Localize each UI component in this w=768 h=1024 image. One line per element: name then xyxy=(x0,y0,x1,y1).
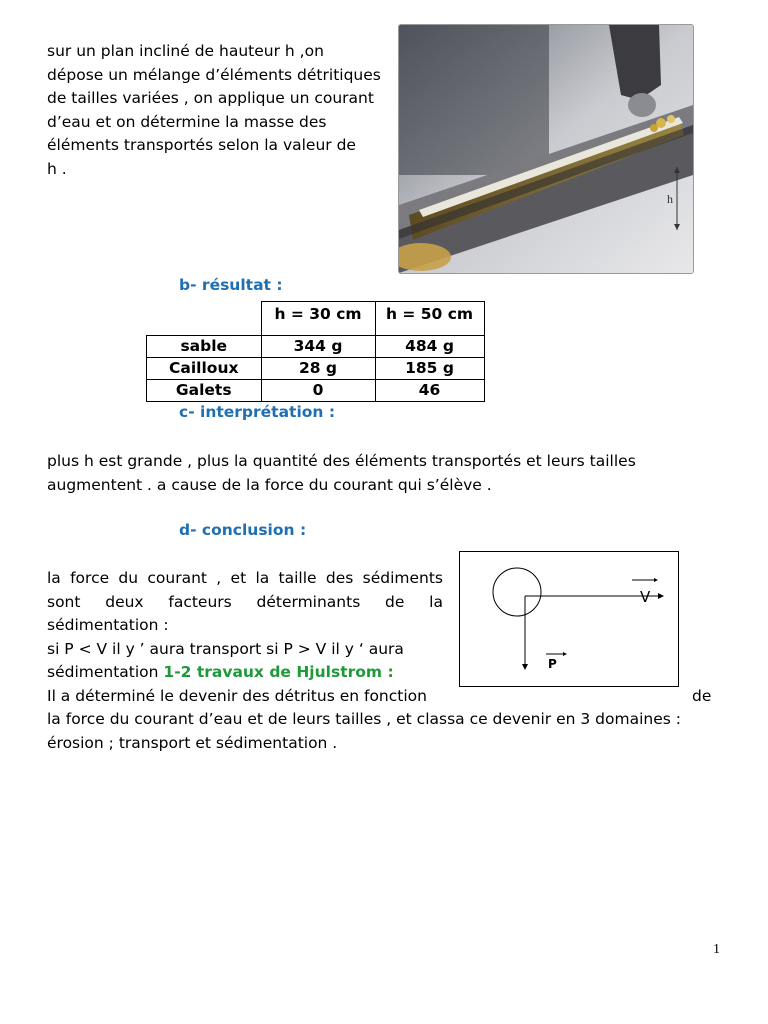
photo-h-label: h xyxy=(667,192,673,206)
inclined-plane-illustration xyxy=(399,25,693,273)
table-cell: 0 xyxy=(261,380,375,402)
intro-line: de tailles variées , on applique un courant xyxy=(47,89,374,107)
conclusion-line: la force du courant , et la taille des sédiments xyxy=(47,569,443,587)
result-heading: b- résultat : xyxy=(179,276,283,294)
column-header: h = 50 cm xyxy=(375,302,484,336)
column-header: h = 30 cm xyxy=(261,302,375,336)
force-diagram-svg xyxy=(460,552,678,686)
experiment-photo xyxy=(398,24,694,274)
conclusion-line: sédimentation : xyxy=(47,616,169,634)
row-label: Cailloux xyxy=(147,358,262,380)
v-arrow-icon xyxy=(658,593,664,599)
p-arrow-icon xyxy=(522,664,528,670)
interpretation-line: plus h est grande , plus la quantité des éléments transportés et leurs tailles xyxy=(47,452,636,470)
intro-line: éléments transportés selon la valeur de xyxy=(47,136,356,154)
particle-circle xyxy=(493,568,541,616)
conclusion-heading: d- conclusion : xyxy=(179,521,307,539)
intro-line: sur un plan incliné de hauteur h ,on xyxy=(47,42,324,60)
hjulstrom-line: érosion ; transport et sédimentation . xyxy=(47,733,338,752)
page-number: 1 xyxy=(713,942,720,957)
intro-paragraph xyxy=(47,40,397,181)
table-row xyxy=(147,380,485,402)
results-table xyxy=(146,301,485,402)
hjulstrom-paragraph xyxy=(47,708,717,755)
hjulstrom-line1-left: Il a déterminé le devenir des détritus en fonction xyxy=(47,687,427,705)
intro-line: d’eau et on détermine la masse des xyxy=(47,112,327,131)
table-cell: 484 g xyxy=(375,336,484,358)
conclusion-line: sédimentation xyxy=(47,663,164,681)
v-label: V xyxy=(640,588,651,606)
table-cell: 344 g xyxy=(261,336,375,358)
row-label: Galets xyxy=(147,380,262,402)
table-cell: 46 xyxy=(375,380,484,402)
table-cell: 28 g xyxy=(261,358,375,380)
conclusion-line-with-heading xyxy=(47,661,443,685)
hjulstrom-line: la force du courant d’eau et de leurs tailles , et classa ce devenir en 3 domaines : xyxy=(47,710,681,728)
intro-line: h . xyxy=(47,159,67,178)
table-row xyxy=(147,358,485,380)
interpretation-line: augmentent . a cause de la force du courant qui s’élève . xyxy=(47,475,492,494)
conclusion-paragraph xyxy=(47,567,443,685)
hjulstrom-line1-right: de xyxy=(692,687,712,705)
conclusion-line: sont deux facteurs déterminants de la xyxy=(47,592,443,611)
intro-line: dépose un mélange d’éléments détritiques xyxy=(47,65,381,84)
p-label: P xyxy=(548,657,557,671)
interpretation-heading: c- interprétation : xyxy=(179,403,336,421)
hjulstrom-heading: 1-2 travaux de Hjulstrom : xyxy=(163,663,394,681)
force-diagram xyxy=(459,551,679,687)
row-label: sable xyxy=(147,336,262,358)
table-cell: 185 g xyxy=(375,358,484,380)
conclusion-line: si P < V il y ’ aura transport si P > V il y ‘ aura xyxy=(47,639,404,658)
interpretation-paragraph xyxy=(47,450,717,497)
table-row xyxy=(147,336,485,358)
table-corner xyxy=(147,302,262,336)
